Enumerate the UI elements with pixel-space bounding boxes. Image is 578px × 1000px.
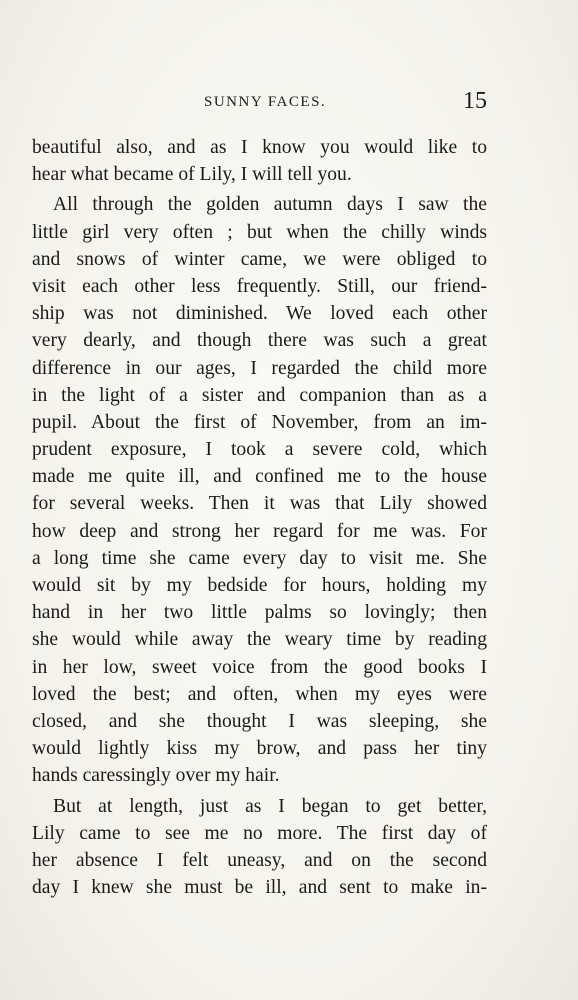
text-line: her absence I felt uneasy, and on the second: [32, 849, 487, 871]
text-line: would lightly kiss my brow, and pass her tiny: [32, 738, 487, 760]
text-line: ship was not diminished. We loved each other: [32, 303, 487, 325]
text-line: Lily came to see me no more. The first day of: [32, 822, 487, 844]
text-line: would sit by my bedside for hours, holding my: [32, 575, 487, 596]
text-line: in her low, sweet voice from the good books I: [32, 656, 487, 678]
text-line: closed, and she thought I was sleeping, she: [32, 710, 487, 732]
text-line: difference in our ages, I regarded the child more: [32, 357, 487, 379]
text-line: All through the golden autumn days I saw the: [53, 194, 487, 216]
running-head: SUNNY FACES.: [204, 94, 327, 110]
text-line: hands caressingly over my hair.: [32, 765, 280, 787]
text-line: pupil. About the first of November, from an im-: [32, 411, 487, 433]
text-line: hand in her two little palms so lovingly; then: [32, 602, 487, 624]
text-line: beautiful also, and as I know you would like to: [32, 137, 487, 158]
page-number: 15: [463, 88, 487, 114]
page-header: [0, 88, 578, 118]
text-line: little girl very often ; but when the chilly winds: [32, 221, 487, 243]
paragraph: [32, 134, 487, 188]
text-line: made me quite ill, and confined me to the house: [32, 466, 487, 488]
text-line: in the light of a sister and companion than as a: [32, 384, 487, 406]
text-line: very dearly, and though there was such a great: [32, 330, 487, 352]
text-line: hear what became of Lily, I will tell you.: [32, 164, 352, 186]
text-line: day I knew she must be ill, and sent to make in-: [32, 877, 487, 899]
text-line: and snows of winter came, we were obliged to: [32, 248, 487, 270]
text-line: a long time she came every day to visit me. She: [32, 547, 487, 569]
body-text: [32, 134, 487, 901]
text-line: prudent exposure, I took a severe cold, which: [32, 439, 487, 461]
paragraph: [32, 191, 487, 789]
text-line: visit each other less frequently. Still, our friend-: [32, 275, 487, 297]
paragraph: [32, 793, 487, 902]
text-line: she would while away the weary time by reading: [32, 629, 487, 651]
text-line: for several weeks. Then it was that Lily showed: [32, 493, 487, 515]
text-line: But at length, just as I began to get better,: [53, 795, 487, 817]
text-line: loved the best; and often, when my eyes were: [32, 683, 487, 705]
text-line: how deep and strong her regard for me was. For: [32, 520, 487, 542]
